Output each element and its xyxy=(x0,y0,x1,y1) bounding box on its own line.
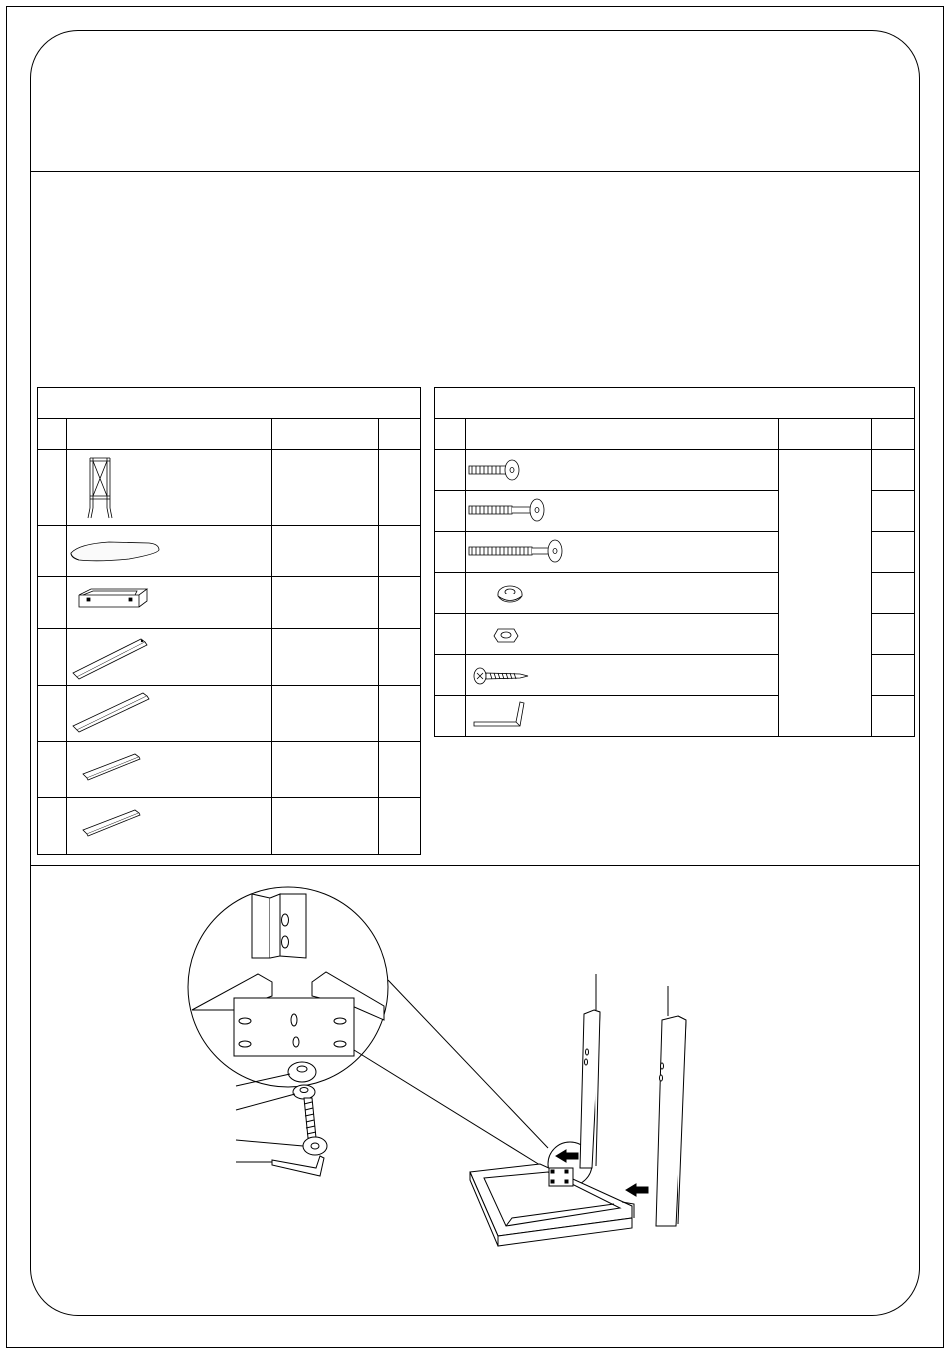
part-id xyxy=(39,454,65,474)
callout-label xyxy=(180,1100,230,1116)
part-description xyxy=(274,633,376,653)
stretcher-bar-icon xyxy=(81,752,143,782)
hardware-qty xyxy=(874,659,913,679)
wood-screw-icon xyxy=(472,665,530,687)
chair-back-icon xyxy=(87,456,113,520)
part-description xyxy=(274,746,376,766)
short-bolt-icon xyxy=(468,458,522,482)
parts-header-description xyxy=(274,423,376,445)
table-row xyxy=(434,696,915,736)
part-qty xyxy=(381,454,419,474)
table-row xyxy=(37,742,421,797)
seat-frame-icon xyxy=(77,585,149,613)
callout-label xyxy=(180,1154,230,1170)
step-divider xyxy=(31,865,919,866)
parts-table-title xyxy=(41,393,417,413)
part-description xyxy=(274,581,376,601)
part-qty xyxy=(381,690,419,710)
part-qty xyxy=(381,530,419,550)
hardware-id xyxy=(436,536,464,556)
hardware-table-title xyxy=(438,393,910,413)
hardware-id xyxy=(436,577,464,597)
part-qty xyxy=(381,633,419,653)
hardware-id xyxy=(436,700,464,720)
hardware-id xyxy=(436,618,464,638)
callout-label xyxy=(180,1130,230,1146)
part-qty xyxy=(381,802,419,822)
part-id xyxy=(39,746,65,766)
part-id xyxy=(39,530,65,550)
hardware-header-description xyxy=(781,423,869,445)
table-row xyxy=(434,532,915,572)
parts-header-qty xyxy=(381,423,419,445)
table-row xyxy=(434,491,915,531)
table-row xyxy=(434,450,915,490)
hardware-id xyxy=(436,659,464,679)
seat-cushion-icon xyxy=(69,538,161,564)
parts-header-id xyxy=(39,423,65,445)
hardware-qty xyxy=(874,454,913,474)
allen-key-icon xyxy=(472,700,530,732)
table-row xyxy=(434,655,915,695)
hardware-qty xyxy=(874,618,913,638)
table-row xyxy=(37,577,421,628)
callout-label xyxy=(180,1076,230,1092)
part-id xyxy=(39,581,65,601)
part-description xyxy=(274,802,376,822)
parts-table xyxy=(37,387,421,855)
part-description xyxy=(274,454,376,474)
header-section xyxy=(31,31,919,171)
long-bolt-icon xyxy=(468,538,566,564)
table-row xyxy=(434,573,915,613)
flat-washer-icon xyxy=(496,583,524,605)
long-leg-icon xyxy=(71,690,151,734)
hardware-qty xyxy=(874,536,913,556)
table-row xyxy=(37,450,421,525)
part-qty xyxy=(381,746,419,766)
part-description xyxy=(274,690,376,710)
header-divider xyxy=(31,171,919,172)
parts-header-picture xyxy=(69,423,269,445)
hardware-header-picture xyxy=(468,423,776,445)
hardware-id xyxy=(436,495,464,515)
hardware-table xyxy=(434,387,915,737)
table-row xyxy=(37,686,421,741)
table-row xyxy=(37,798,421,854)
hardware-qty xyxy=(874,700,913,720)
part-qty xyxy=(381,581,419,601)
hardware-qty xyxy=(874,577,913,597)
part-id xyxy=(39,633,65,653)
lock-washer-icon xyxy=(490,624,522,646)
hardware-qty xyxy=(874,495,913,515)
assembly-diagram xyxy=(180,880,700,1260)
table-row xyxy=(37,629,421,685)
part-id xyxy=(39,802,65,822)
table-row xyxy=(37,526,421,576)
hardware-id xyxy=(436,454,464,474)
part-description xyxy=(274,530,376,550)
hardware-header-qty xyxy=(874,423,913,445)
intro-text xyxy=(40,190,910,370)
hardware-header-id xyxy=(436,423,464,445)
long-leg-icon xyxy=(71,635,149,681)
stretcher-bar-icon xyxy=(81,808,143,838)
part-id xyxy=(39,690,65,710)
table-row xyxy=(434,614,915,654)
medium-bolt-icon xyxy=(468,497,548,523)
